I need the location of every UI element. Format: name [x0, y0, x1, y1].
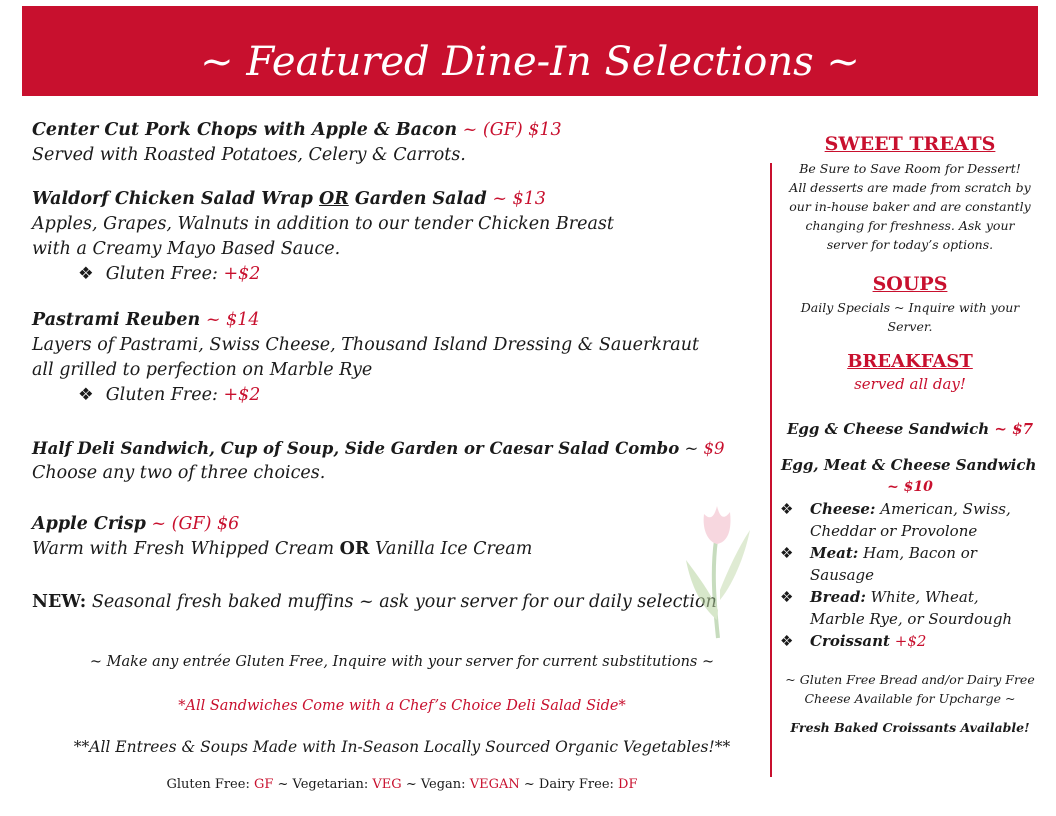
item-name: Center Cut Pork Chops with Apple & Bacon	[32, 120, 458, 140]
cheese-option: ❖ Cheese: American, Swiss, Cheddar or Provolone	[780, 500, 1011, 540]
diamond-bullet-icon: ❖	[780, 544, 794, 562]
diamond-bullet-icon: ❖	[780, 500, 794, 518]
gluten-free-option: ❖ Gluten Free: +$2	[78, 264, 261, 284]
tulip-icon	[684, 500, 754, 640]
sweet-treats-text: Be Sure to Save Room for Dessert! All desserts are made from scratch by our in-house baker and are constantly changing for freshness. Ask your server for today’s options.	[789, 161, 1031, 252]
item-price: ~ (GF) $13	[462, 120, 562, 140]
egg-meat-cheese-sandwich: Egg, Meat & Cheese Sandwich	[781, 456, 1037, 474]
new-label: NEW:	[32, 592, 87, 612]
breakfast-gf-note: ~ Gluten Free Bread and/or Dairy Free Cheese Available for Upcharge ~	[785, 672, 1035, 706]
item-price: ~ (GF) $6	[151, 514, 240, 534]
item-name: Half Deli Sandwich, Cup of Soup, Side Garden or Caesar Salad Combo	[32, 439, 680, 458]
menu-item-combo: Half Deli Sandwich, Cup of Soup, Side Garden or Caesar Salad Combo ~ $9 Choose any two of three choices.	[32, 436, 725, 486]
egg-meat-cheese-price: ~ $10	[887, 479, 933, 495]
gluten-free-option: ❖ Gluten Free: +$2	[78, 385, 261, 405]
header-banner	[22, 6, 1038, 96]
item-price: ~ $13	[492, 189, 546, 209]
new-text: Seasonal fresh baked muffins ~ ask your server for our daily selection	[86, 592, 717, 612]
gluten-free-note: ~ Make any entrée Gluten Free, Inquire with your server for current substitutions ~	[89, 654, 715, 670]
page-title: ~ Featured Dine-In Selections ~	[200, 39, 860, 85]
menu-item-waldorf	[32, 187, 614, 287]
soups-title: SOUPS	[872, 273, 948, 295]
item-name-b: Garden Salad	[348, 189, 487, 209]
item-name-a: Waldorf Chicken Salad Wrap	[32, 189, 319, 209]
menu-item-apple-crisp	[32, 512, 532, 562]
item-description-2: all grilled to perfection on Marble Rye	[32, 360, 373, 380]
item-description: Choose any two of three choices.	[32, 463, 326, 483]
item-name-or: OR	[318, 189, 349, 209]
menu-item-reuben	[32, 308, 699, 408]
diamond-bullet-icon: ❖	[78, 264, 94, 284]
diamond-bullet-icon: ❖	[78, 385, 94, 405]
croissant-option: ❖ Croissant +$2	[780, 632, 927, 650]
sweet-treats-title: SWEET TREATS	[824, 133, 996, 155]
diet-legend: Gluten Free: GF ~ Vegetarian: VEG ~ Vegan: VEGAN ~ Dairy Free: DF	[166, 777, 638, 792]
item-description-1: Layers of Pastrami, Swiss Cheese, Thousand Island Dressing & Sauerkraut	[32, 335, 700, 355]
fresh-croissants-note: Fresh Baked Croissants Available!	[790, 720, 1030, 735]
breakfast-title: BREAKFAST	[847, 351, 973, 372]
item-description: Served with Roasted Potatoes, Celery & Carrots.	[32, 145, 466, 165]
item-price: $9	[703, 439, 725, 458]
diamond-bullet-icon: ❖	[780, 632, 794, 650]
column-divider	[770, 163, 772, 777]
egg-cheese-sandwich: Egg & Cheese Sandwich ~ $7	[786, 420, 1034, 438]
item-description-2: with a Creamy Mayo Based Sauce.	[32, 239, 341, 259]
soups-text: Daily Specials ~ Inquire with your Server.	[800, 300, 1020, 334]
item-price: ~ $14	[205, 310, 260, 330]
side-menu	[776, 132, 1044, 737]
item-name: Pastrami Reuben	[32, 310, 201, 330]
item-description-1: Apples, Grapes, Walnuts in addition to our tender Chicken Breast	[32, 214, 614, 234]
vegetable-note: **All Entrees & Soups Made with In-Season Locally Sourced Organic Vegetables!**	[73, 738, 731, 756]
item-name: Apple Crisp	[32, 514, 146, 534]
bread-option: ❖ Bread: White, Wheat, Marble Rye, or Sourdough	[780, 588, 1013, 628]
menu-item-pork-chops	[32, 118, 562, 168]
sandwich-note: *All Sandwiches Come with a Chef’s Choice Deli Salad Side*	[178, 698, 626, 714]
item-description: Warm with Fresh Whipped Cream OR Vanilla Ice Cream	[32, 539, 533, 559]
diamond-bullet-icon: ❖	[780, 588, 794, 606]
meat-option: ❖ Meat: Ham, Bacon or Sausage	[780, 544, 977, 584]
menu-item-new-muffins	[32, 590, 717, 615]
breakfast-subtitle: served all day!	[854, 375, 966, 393]
